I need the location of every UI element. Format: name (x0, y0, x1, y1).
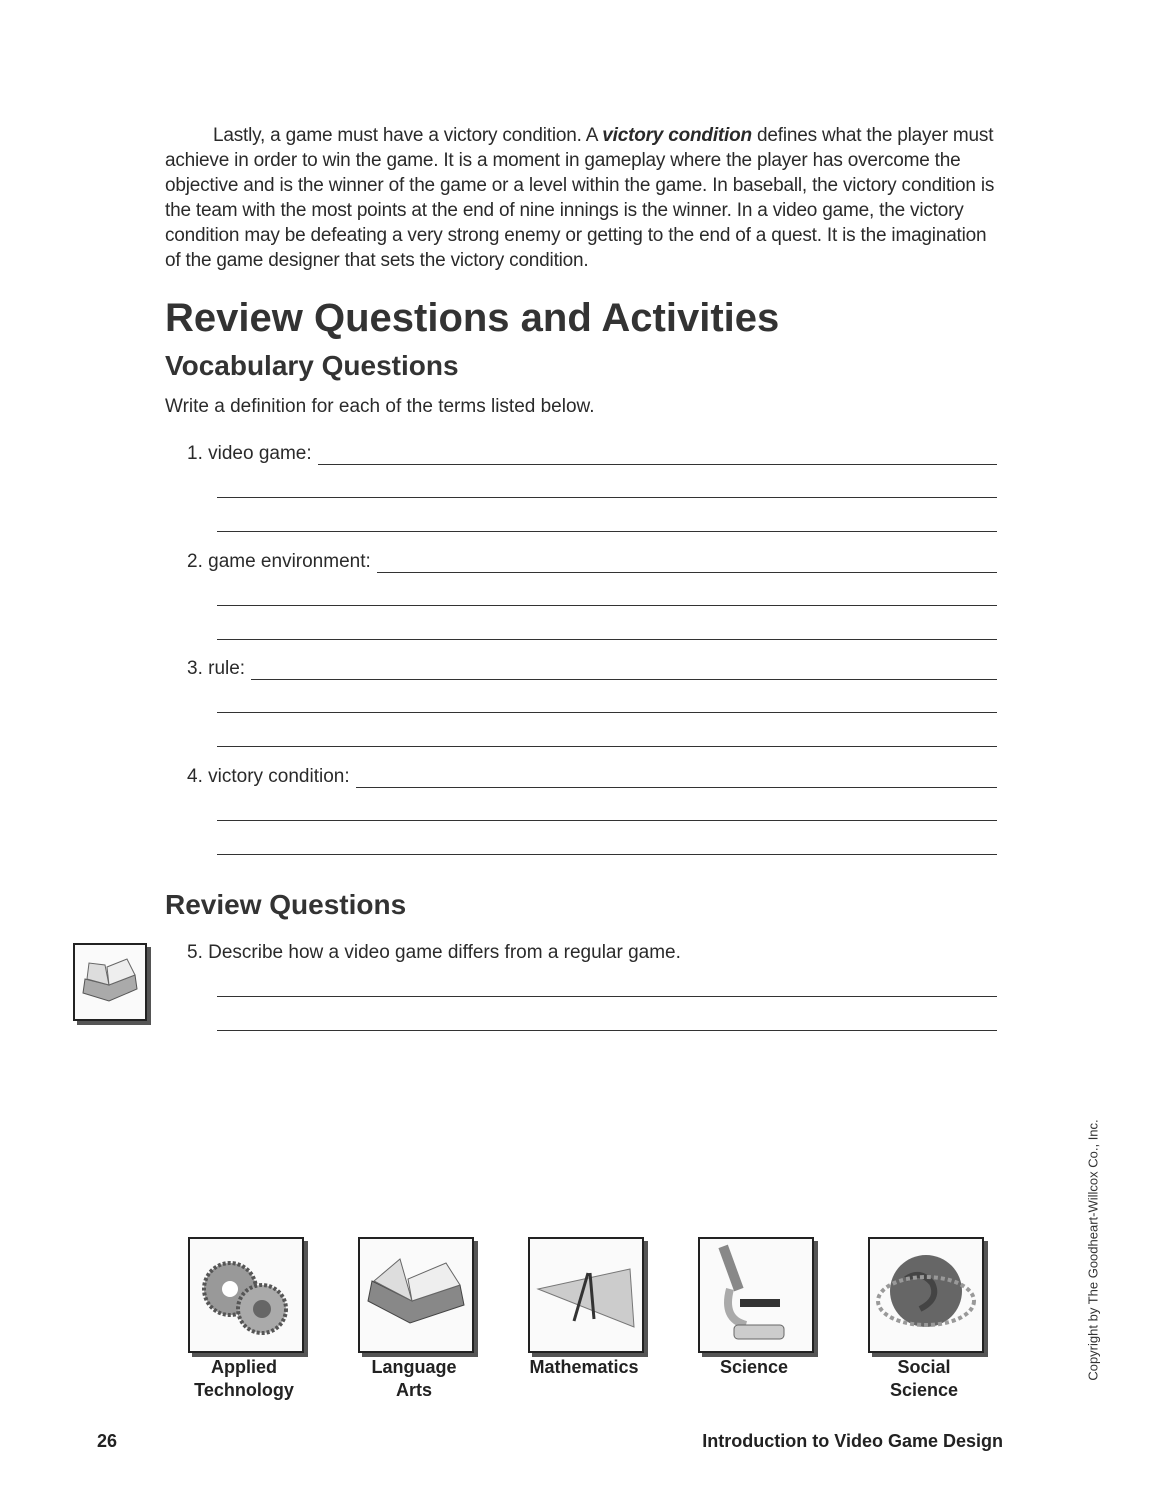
book-title: Introduction to Video Game Design (702, 1431, 1003, 1451)
intro-paragraph (165, 123, 1005, 273)
review-heading: Review Questions (165, 889, 407, 920)
answer-line[interactable] (217, 746, 997, 747)
gears-icon (188, 1237, 304, 1353)
subject-label-applied-technology: Applied Technology (194, 1357, 294, 1400)
intro-text: Lastly, a game must have a victory condition. A (213, 125, 603, 146)
subject-label-language-arts: Language Arts (371, 1357, 457, 1400)
question-label: 4. victory condition: (187, 766, 350, 787)
answer-line[interactable] (217, 531, 997, 532)
question-label: 1. video game: (187, 443, 312, 464)
answer-line[interactable] (217, 820, 997, 821)
answer-line[interactable] (217, 497, 997, 498)
vocab-heading: Vocabulary Questions (165, 350, 459, 381)
vocab-question-1[interactable] (187, 443, 997, 465)
section-title: Review Questions and Activities (165, 296, 780, 340)
answer-line[interactable] (217, 639, 997, 640)
vocab-question-2[interactable] (187, 551, 997, 573)
copyright-notice: Copyright by The Goodheart-Willcox Co., Inc. (1085, 1119, 1101, 1381)
globe-icon (868, 1237, 984, 1353)
key-term: victory condition (602, 125, 752, 146)
intro-text-cont: defines what the player must achieve in order to win the game. It is a moment in gameplay where the player has overcome the objective and is the winner of the game or a level within the game. In baseball, the victory condition is the team with the most points at the end of nine innings is the winner. In a video game, the victory condition may be defeating a very strong enemy or getting to the end of a quest. It is the imagination of the game designer that sets the victory condition. (165, 125, 995, 271)
question-label: 3. rule: (187, 658, 246, 679)
answer-line[interactable] (217, 712, 997, 713)
answer-line[interactable] (217, 996, 997, 997)
page-number: 26 (97, 1431, 118, 1451)
question-label: 2. game environment: (187, 551, 371, 572)
subject-label-science: Science (719, 1357, 789, 1377)
vocab-question-3[interactable] (187, 658, 997, 680)
vocab-instruction: Write a definition for each of the terms listed below. (165, 396, 595, 417)
subject-label-social-science: Social Science (889, 1357, 959, 1400)
book-icon (358, 1237, 474, 1353)
answer-line[interactable] (217, 854, 997, 855)
subject-label-mathematics: Mathematics (529, 1357, 639, 1377)
answer-line[interactable] (217, 1030, 997, 1031)
set-square-icon (528, 1237, 644, 1353)
answer-line[interactable] (217, 605, 997, 606)
vocab-question-4[interactable] (187, 766, 997, 788)
book-icon (73, 943, 147, 1021)
microscope-icon (698, 1237, 814, 1353)
review-question-5: 5. Describe how a video game differs from a regular game. (187, 942, 681, 963)
